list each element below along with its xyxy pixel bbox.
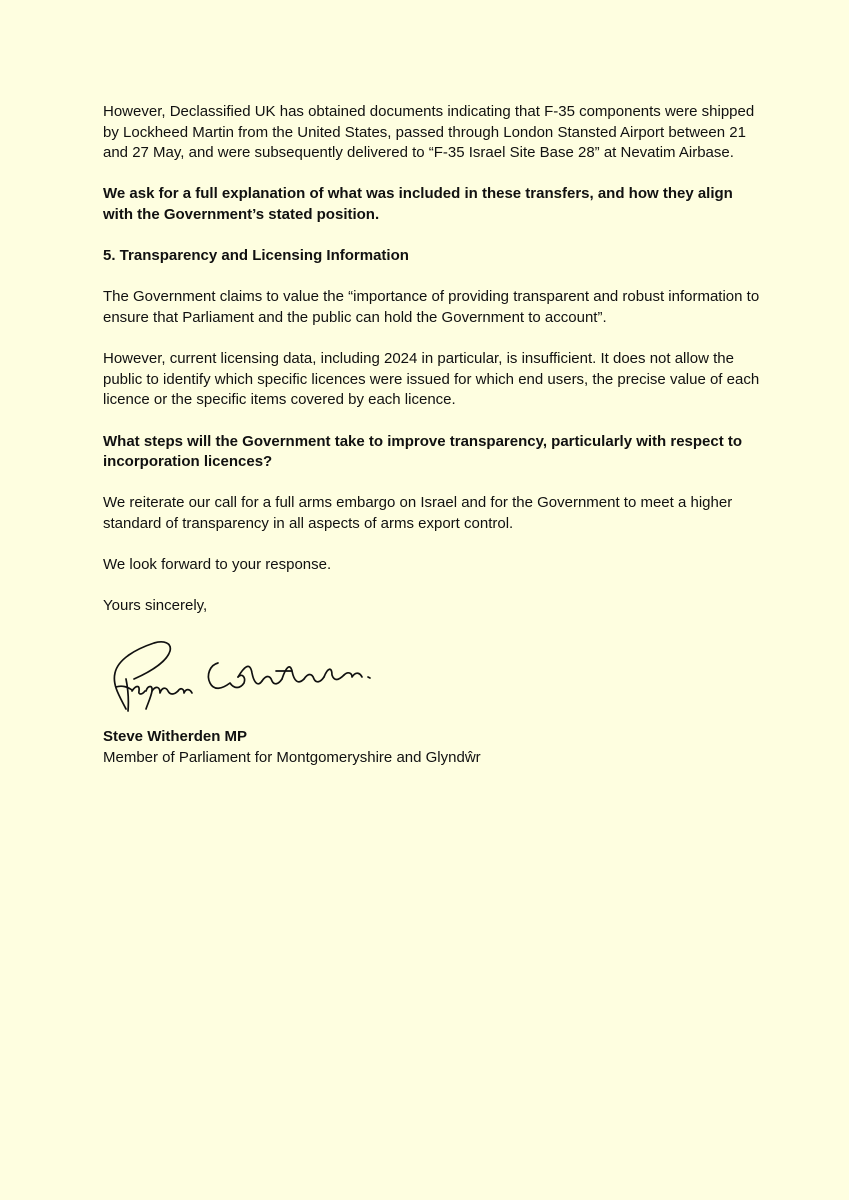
signatory-block — [103, 727, 763, 768]
question-transparency: What steps will the Government take to improve transparency, particularly with respect to incorporation licences? — [103, 432, 743, 471]
request-explanation: We ask for a full explanation of what was included in these transfers, and how they align with the Government’s stated position. — [103, 185, 733, 223]
signatory-name: Steve Witherden MP — [103, 728, 248, 746]
paragraph-look-forward: We look forward to your response. — [103, 556, 332, 574]
paragraph-government-claims: The Government claims to value the “importance of providing transparent and robust information to ensure that Parliament and the public can hold the Government to account”. — [103, 288, 760, 326]
paragraph-f35-shipment: However, Declassified UK has obtained documents indicating that F-35 components were shipped by Lockheed Martin from the United States, passed through London Stansted Airport between 21 and 27 May, and were subsequently delivered to “F-35 Israel Site Base 28” at Nevatim Airbase. — [103, 103, 755, 162]
signatory-title: Member of Parliament for Montgomeryshire and Glyndŵr — [103, 749, 481, 767]
paragraph-embargo-call: We reiterate our call for a full arms embargo on Israel and for the Government to meet a higher standard of transparency in all aspects of arms export control. — [103, 494, 733, 532]
paragraph-licensing-data: However, current licensing data, including 2024 in particular, is insufficient. It does not allow the public to identify which specific licences were issued for which end users, the precise value of each licence or the specific items covered by each licence. — [103, 350, 760, 409]
letter-body — [103, 102, 763, 769]
section-heading: 5. Transparency and Licensing Information — [103, 247, 409, 265]
handwritten-signature — [106, 637, 386, 717]
closing-salutation: Yours sincerely, — [103, 597, 208, 615]
